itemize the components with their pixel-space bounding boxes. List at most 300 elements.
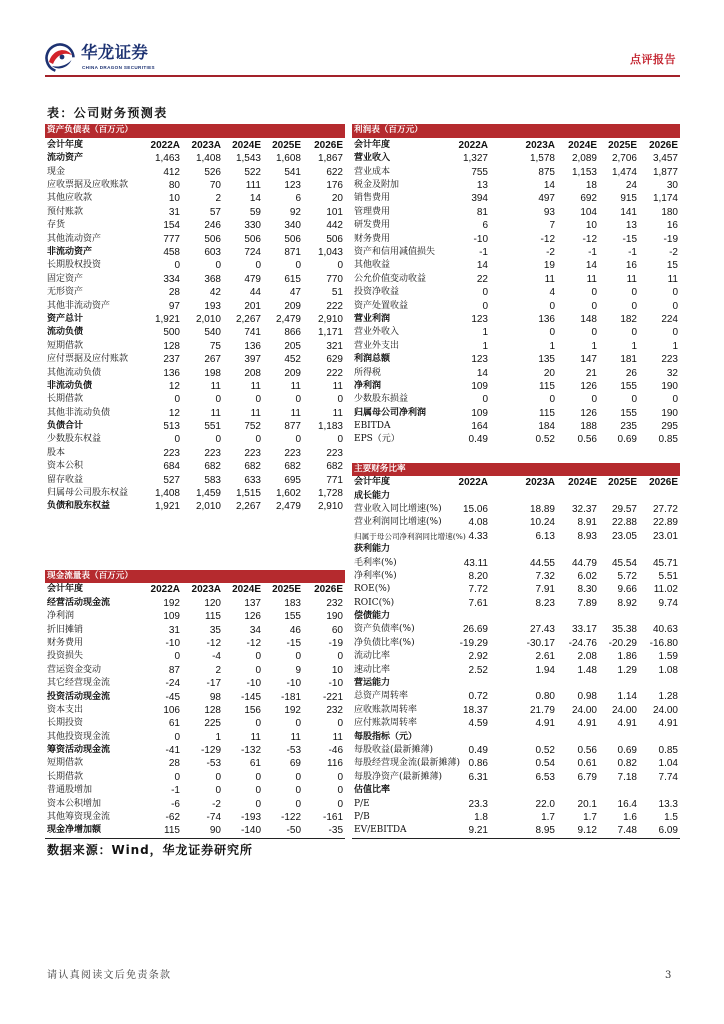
- cell-value: 2,267: [235, 313, 261, 325]
- cell-value: 0: [591, 287, 597, 299]
- page-title: 表：公司财务预测表: [47, 106, 168, 120]
- cell-value: [445, 543, 490, 556]
- table-row: [352, 771, 680, 784]
- cell-value: 10: [585, 220, 597, 232]
- cell-value: 22.89: [652, 517, 678, 529]
- cell-value: 0.52: [535, 434, 555, 446]
- table-row: [352, 259, 680, 272]
- data-source-note: 数据来源：Wind，华龙证券研究所: [47, 843, 253, 857]
- cell-value: [639, 677, 680, 690]
- cell-value: 4.91: [535, 718, 555, 730]
- cell-value: 9.12: [577, 825, 597, 837]
- cell-value: 13: [476, 180, 488, 192]
- cell-value: -12: [246, 637, 261, 649]
- cell-value: 1: [591, 340, 597, 352]
- cell-value: 0: [295, 260, 301, 272]
- cell-value: 43.11: [463, 557, 488, 569]
- cell-value: 0.85: [658, 434, 678, 446]
- row-label: 短期借款: [47, 340, 84, 351]
- cell-value: 11: [586, 273, 597, 285]
- cell-value: 0.69: [617, 434, 637, 446]
- cell-value: 11: [667, 273, 678, 285]
- row-label: 利润总额: [354, 354, 391, 365]
- cell-value: 915: [620, 193, 637, 205]
- cell-value: 0: [631, 327, 637, 339]
- fiscal-year-header: 会计年度: [354, 477, 391, 488]
- cell-value: -145: [240, 691, 261, 703]
- cell-value: [445, 677, 490, 690]
- cell-value: 6.09: [658, 825, 678, 837]
- cell-value: -53: [286, 745, 301, 757]
- table-row: [352, 798, 680, 811]
- cell-value: 115: [539, 407, 555, 419]
- cell-value: 0.54: [535, 758, 555, 770]
- cell-value: 30: [666, 180, 678, 192]
- row-label: 应收账款周转率: [354, 704, 418, 715]
- year-header: 2024E: [568, 477, 597, 489]
- cell-value: 106: [163, 704, 180, 716]
- row-label: 现金净增加额: [47, 825, 102, 836]
- cell-value: 682: [284, 461, 301, 473]
- cell-value: 44: [249, 287, 261, 299]
- cash-flow-title-bar: 现金流量表（百万元）: [45, 570, 345, 584]
- cell-value: 1,608: [275, 153, 301, 165]
- cell-value: -221: [322, 691, 343, 703]
- table-row: [352, 407, 680, 420]
- cell-value: -19.29: [459, 637, 488, 649]
- cell-value: 1,459: [195, 488, 221, 500]
- cell-value: 14: [543, 180, 555, 192]
- cell-value: 235: [620, 421, 637, 433]
- cell-value: -2: [669, 247, 678, 259]
- cell-value: 98: [209, 691, 221, 703]
- cell-value: -1: [171, 785, 180, 797]
- cell-value: 724: [244, 247, 261, 259]
- cell-value: 682: [204, 461, 221, 473]
- cell-value: -35: [328, 825, 343, 837]
- cell-value: 506: [204, 233, 221, 245]
- cell-value: 0: [672, 327, 678, 339]
- year-header: 2023A: [191, 584, 221, 596]
- year-header: 2023A: [525, 139, 555, 151]
- cell-value: 8.23: [535, 597, 555, 609]
- cell-value: 1,043: [317, 247, 343, 259]
- year-header: 2026E: [649, 477, 678, 489]
- cell-value: 2,089: [571, 153, 597, 165]
- cell-value: 27.72: [652, 503, 678, 515]
- cell-value: -4: [212, 651, 221, 663]
- row-label: P/B: [354, 811, 370, 822]
- row-label: 营业外收入: [354, 327, 400, 338]
- cell-value: 32: [666, 367, 678, 379]
- table-row: [352, 152, 680, 165]
- row-label: 其他非流动负债: [47, 407, 111, 418]
- table-row: [352, 516, 680, 529]
- row-label: 净利润: [47, 611, 75, 622]
- cash-flow-table: [45, 583, 345, 838]
- cell-value: -132: [240, 745, 261, 757]
- cell-value: 101: [326, 206, 343, 218]
- cell-value: 183: [284, 597, 301, 609]
- ratios-table: [352, 476, 680, 839]
- cell-value: 7.74: [658, 771, 678, 783]
- cell-value: 412: [163, 166, 180, 178]
- row-label: EPS（元）: [354, 434, 400, 445]
- cell-value: 394: [471, 193, 488, 205]
- cell-value: 193: [204, 300, 221, 312]
- cell-value: 109: [471, 380, 488, 392]
- cell-value: 18: [585, 180, 597, 192]
- year-header: 2022A: [458, 139, 488, 151]
- table-row: [45, 273, 345, 286]
- table-row: [45, 313, 345, 326]
- cell-value: 115: [539, 380, 555, 392]
- column-header-row: [352, 139, 680, 152]
- table-row: [45, 798, 345, 811]
- cell-value: 877: [284, 421, 301, 433]
- cell-value: 741: [244, 327, 261, 339]
- table-row: [45, 500, 345, 513]
- table-row: [352, 811, 680, 824]
- table-row: [352, 380, 680, 393]
- table-row: [352, 192, 680, 205]
- cell-value: 871: [284, 247, 301, 259]
- cell-value: 126: [580, 380, 597, 392]
- row-label: 营业成本: [354, 166, 391, 177]
- logo-subtitle: CHINA DRAGON SECURITIES: [82, 65, 155, 70]
- cell-value: 0: [255, 260, 261, 272]
- row-label: 筹资活动现金流: [47, 745, 111, 756]
- cell-value: 1,867: [317, 153, 343, 165]
- cell-value: 4.59: [468, 718, 488, 730]
- table-row: [352, 246, 680, 259]
- cell-value: 59: [249, 206, 261, 218]
- cell-value: 93: [543, 206, 555, 218]
- cell-value: 540: [204, 327, 221, 339]
- row-label: 其他流动资产: [47, 233, 102, 244]
- cell-value: 0: [174, 771, 180, 783]
- cell-value: 0.61: [577, 758, 597, 770]
- cell-value: 1.7: [541, 811, 555, 823]
- cell-value: 222: [326, 300, 343, 312]
- cell-value: 0: [295, 394, 301, 406]
- row-label: 其他非流动资产: [47, 300, 111, 311]
- row-label: 归属于母公司净利润同比增速(%): [354, 531, 466, 541]
- row-label: EBITDA: [354, 421, 391, 432]
- table-row: [45, 487, 345, 500]
- page-number: 3: [665, 970, 672, 981]
- table-row: [352, 650, 680, 663]
- row-label: 流动比率: [354, 651, 391, 662]
- year-header: 2026E: [314, 584, 343, 596]
- cell-value: -193: [240, 812, 261, 824]
- section-header-row: [352, 610, 680, 623]
- cell-value: 0.98: [577, 691, 597, 703]
- cell-value: 1.7: [583, 811, 597, 823]
- table-row: [45, 259, 345, 272]
- table-row: [45, 757, 345, 770]
- cell-value: 1,463: [154, 153, 180, 165]
- cell-value: 1,515: [235, 488, 261, 500]
- cell-value: 8.93: [577, 530, 597, 542]
- cell-value: 222: [326, 367, 343, 379]
- income-statement-title-bar: 利润表（百万元）: [352, 124, 680, 138]
- cell-value: 522: [244, 166, 261, 178]
- cell-value: 104: [580, 206, 597, 218]
- row-label: 资产处置收益: [354, 300, 409, 311]
- cell-value: -30.17: [526, 637, 555, 649]
- cell-value: 45.54: [611, 557, 637, 569]
- table-row: [352, 300, 680, 313]
- cell-value: 684: [163, 461, 180, 473]
- cell-value: [557, 784, 599, 797]
- section-header-row: [352, 784, 680, 797]
- cell-value: 321: [326, 340, 343, 352]
- row-label: 营业收入: [354, 153, 391, 164]
- cell-value: 1: [215, 731, 221, 743]
- cell-value: 1.08: [658, 664, 678, 676]
- cell-value: 1.5: [664, 811, 678, 823]
- balance-sheet-table: [45, 139, 345, 514]
- cell-value: 0: [295, 718, 301, 730]
- cell-value: 237: [163, 354, 180, 366]
- cell-value: 155: [620, 407, 637, 419]
- cell-value: 223: [284, 447, 301, 459]
- table-row: [45, 340, 345, 353]
- cell-value: 0.82: [617, 758, 637, 770]
- cell-value: 2,706: [611, 153, 637, 165]
- table-row: [352, 286, 680, 299]
- fiscal-year-header: 会计年度: [47, 584, 84, 595]
- cell-value: 2,479: [275, 501, 301, 513]
- cell-value: 188: [580, 421, 597, 433]
- cell-value: 368: [204, 273, 221, 285]
- cell-value: 8.95: [535, 825, 555, 837]
- cell-value: 0: [174, 394, 180, 406]
- row-label: P/E: [354, 798, 370, 809]
- table-row: [45, 811, 345, 824]
- cell-value: 208: [244, 367, 261, 379]
- cell-value: 123: [284, 180, 301, 192]
- cell-value: 201: [244, 300, 261, 312]
- row-label: 税金及附加: [354, 180, 400, 191]
- row-label: 其他流动负债: [47, 367, 102, 378]
- table-row: [352, 420, 680, 433]
- cell-value: 7.89: [577, 597, 597, 609]
- cell-value: 11: [290, 731, 301, 743]
- cell-value: 0: [482, 300, 488, 312]
- row-label: 销售费用: [354, 193, 391, 204]
- cell-value: 295: [661, 421, 678, 433]
- year-header: 2025E: [608, 139, 637, 151]
- row-label: 负债合计: [47, 421, 84, 432]
- table-row: [352, 393, 680, 406]
- cell-value: 184: [538, 421, 555, 433]
- cell-value: 777: [163, 233, 180, 245]
- cell-value: 0: [337, 718, 343, 730]
- cell-value: 14: [585, 260, 597, 272]
- row-label: 每股指标（元）: [354, 731, 418, 742]
- cell-value: 7: [549, 220, 555, 232]
- row-label: 少数股东权益: [47, 434, 102, 445]
- cell-value: -53: [206, 758, 221, 770]
- table-row: [45, 637, 345, 650]
- cell-value: 0: [337, 785, 343, 797]
- cell-value: -12: [206, 637, 221, 649]
- cell-value: 6: [295, 193, 301, 205]
- row-label: 应付票据及应付账款: [47, 354, 129, 365]
- row-label: 存货: [47, 220, 66, 231]
- cell-value: 27.43: [529, 624, 555, 636]
- cell-value: 20.1: [577, 798, 597, 810]
- cell-value: 0: [337, 651, 343, 663]
- cell-value: [599, 731, 639, 744]
- table-row: [45, 691, 345, 704]
- cell-value: 0: [215, 771, 221, 783]
- cell-value: 190: [326, 611, 343, 623]
- cell-value: 1,408: [195, 153, 221, 165]
- cell-value: -74: [206, 812, 221, 824]
- cell-value: [639, 610, 680, 623]
- row-label: 其他投资现金流: [47, 731, 111, 742]
- cell-value: 13.3: [658, 798, 678, 810]
- cell-value: 11: [290, 380, 301, 392]
- cell-value: 192: [163, 597, 180, 609]
- table-row: [352, 219, 680, 232]
- year-header: 2024E: [232, 584, 261, 596]
- table-row: [45, 677, 345, 690]
- cell-value: 9: [295, 664, 301, 676]
- cell-value: 0: [215, 394, 221, 406]
- cell-value: -1: [588, 247, 597, 259]
- cell-value: 2: [215, 664, 221, 676]
- cell-value: [445, 490, 490, 503]
- section-header-row: [352, 731, 680, 744]
- cell-value: 0: [549, 327, 555, 339]
- cell-value: 34: [249, 624, 261, 636]
- cell-value: -129: [200, 745, 221, 757]
- table-row: [45, 650, 345, 663]
- cell-value: 40.63: [652, 624, 678, 636]
- cell-value: 5.72: [617, 570, 637, 582]
- cell-value: 2,910: [317, 501, 343, 513]
- cell-value: 1,602: [275, 488, 301, 500]
- cell-value: [445, 610, 490, 623]
- cell-value: 0.56: [577, 434, 597, 446]
- row-label: 普通股增加: [47, 785, 93, 796]
- cell-value: [490, 784, 557, 797]
- cell-value: [557, 731, 599, 744]
- table-row: [45, 704, 345, 717]
- cell-value: 479: [244, 273, 261, 285]
- cell-value: -6: [171, 798, 180, 810]
- cell-value: 1.59: [658, 651, 678, 663]
- cell-value: 267: [204, 354, 221, 366]
- cell-value: 8.92: [617, 597, 637, 609]
- cell-value: -10: [246, 678, 261, 690]
- cell-value: 115: [164, 825, 180, 837]
- cell-value: -10: [473, 233, 488, 245]
- cell-value: 155: [284, 611, 301, 623]
- cell-value: -41: [165, 745, 180, 757]
- table-row: [352, 690, 680, 703]
- cell-value: 2,010: [195, 313, 221, 325]
- row-label: 资产负债率(%): [354, 624, 415, 635]
- row-label: 留存收益: [47, 474, 84, 485]
- cell-value: 11: [250, 731, 261, 743]
- cell-value: 4.91: [658, 718, 678, 730]
- cell-value: 15: [666, 260, 678, 272]
- cell-value: 6.31: [468, 771, 488, 783]
- cell-value: 11: [210, 380, 221, 392]
- cell-value: 629: [326, 354, 343, 366]
- cell-value: 633: [244, 474, 261, 486]
- cell-value: 205: [284, 340, 301, 352]
- row-label: 股本: [47, 447, 66, 458]
- cell-value: 6.13: [535, 530, 555, 542]
- table-row: [352, 340, 680, 353]
- cell-value: 0: [482, 287, 488, 299]
- table-row: [352, 273, 680, 286]
- cell-value: -181: [280, 691, 301, 703]
- fiscal-year-header: 会计年度: [47, 139, 84, 150]
- row-label: 其他应收款: [47, 193, 93, 204]
- cell-value: 334: [163, 273, 180, 285]
- cell-value: 156: [244, 704, 261, 716]
- cell-value: 622: [326, 166, 343, 178]
- cell-value: 9.74: [658, 597, 678, 609]
- cell-value: 32.37: [571, 503, 597, 515]
- cell-value: 90: [209, 825, 221, 837]
- cell-value: 69: [289, 758, 301, 770]
- cell-value: 16: [666, 220, 678, 232]
- cell-value: -2: [212, 798, 221, 810]
- cell-value: -16.80: [649, 637, 678, 649]
- cell-value: 80: [168, 180, 180, 192]
- row-label: 公允价值变动收益: [354, 273, 427, 284]
- table-row: [352, 597, 680, 610]
- cell-value: 0: [337, 798, 343, 810]
- cell-value: 6.53: [535, 771, 555, 783]
- cell-value: 223: [204, 447, 221, 459]
- table-row: [352, 530, 680, 543]
- footer-disclaimer: 请认真阅读文后免责条款: [47, 970, 172, 981]
- cell-value: 7.72: [468, 584, 488, 596]
- cell-value: 209: [284, 367, 301, 379]
- cell-value: 1,153: [571, 166, 597, 178]
- cell-value: 137: [244, 597, 261, 609]
- cell-value: 0: [295, 785, 301, 797]
- cell-value: 224: [661, 313, 678, 325]
- cell-value: 2.52: [468, 664, 488, 676]
- cell-value: 506: [244, 233, 261, 245]
- cell-value: 136: [244, 340, 261, 352]
- cell-value: [557, 677, 599, 690]
- header-rule: [45, 75, 680, 77]
- cell-value: 452: [284, 354, 301, 366]
- cell-value: 97: [168, 300, 180, 312]
- cell-value: 1.94: [535, 664, 555, 676]
- cell-value: [599, 784, 639, 797]
- cell-value: -1: [628, 247, 637, 259]
- cell-value: 135: [538, 354, 555, 366]
- cell-value: 24.00: [611, 704, 637, 716]
- cell-value: [445, 784, 490, 797]
- cell-value: 527: [163, 474, 180, 486]
- cell-value: 0: [255, 394, 261, 406]
- row-label: 归属母公司股东权益: [47, 488, 129, 499]
- cell-value: 0: [591, 394, 597, 406]
